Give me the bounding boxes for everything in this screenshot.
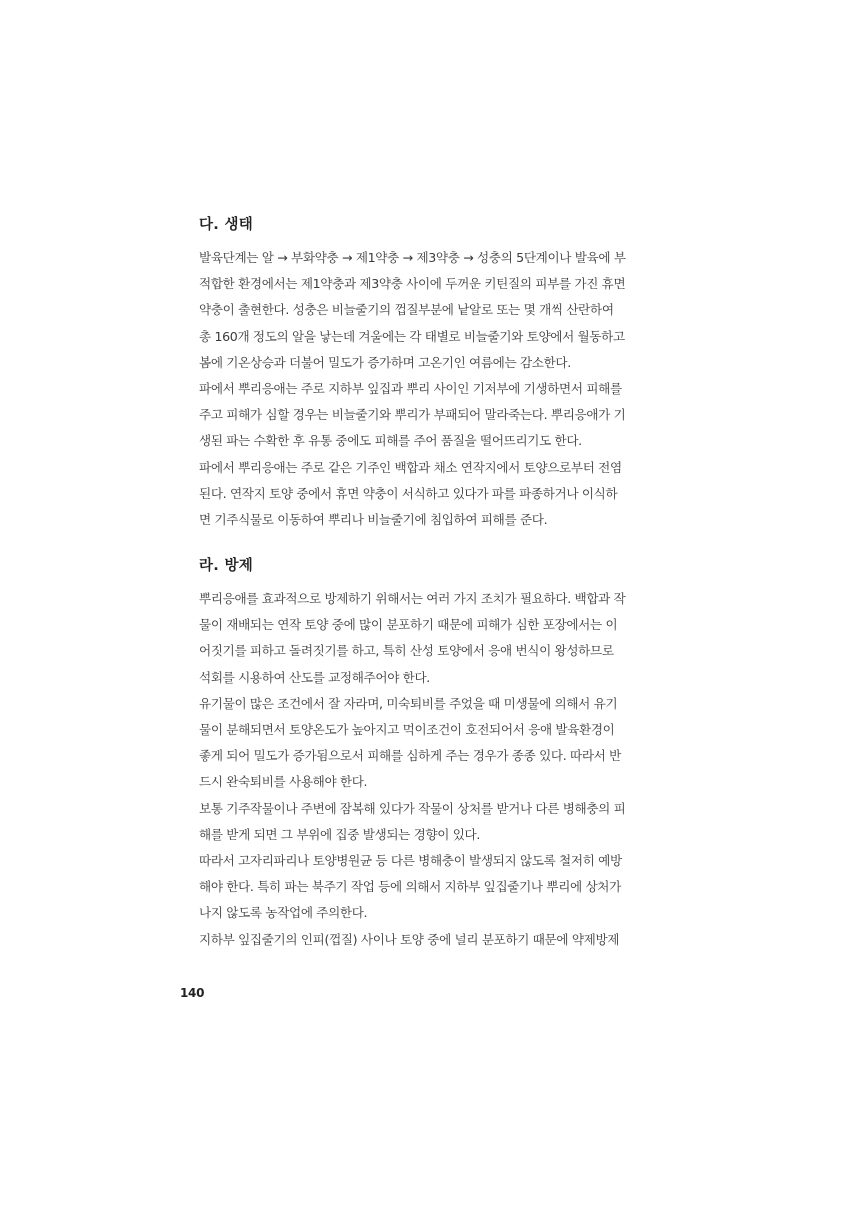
text-line: 유기물이 많은 조건에서 잘 자라며, 미숙퇴비를 주었을 때 미생물에 의해서 유기 [199,695,618,711]
text-line: 파에서 뿌리응애는 주로 같은 기주인 백합과 채소 연작지에서 토양으로부터 전염 [199,459,622,475]
text-line: 보통 기주작물이나 주변에 잠복해 있다가 작물이 상처를 받거나 다른 병해충의 피 [199,800,626,816]
ecology-paragraph-1 [199,245,665,376]
text-line: 따라서 고자리파리나 토양병원균 등 다른 병해충이 발생되지 않도록 철저히 예방 [199,852,622,868]
section-ecology-body [199,245,665,533]
text-line: 물이 재배되는 연작 토양 중에 많이 분포하기 때문에 피해가 심한 포장에서는 이 [199,617,618,633]
text-line: 드시 완숙퇴비를 사용해야 한다. [199,774,368,790]
text-line: 주고 피해가 심할 경우는 비늘줄기와 뿌리가 부패되어 말라죽는다. 뿌리응애가 기 [199,407,626,423]
text-line: 어짓기를 피하고 돌려짓기를 하고, 특히 산성 토양에서 응애 번식이 왕성하므로 [199,643,614,659]
text-line: 봄에 기온상승과 더불어 밀도가 증가하며 고온기인 여름에는 감소한다. [199,354,571,370]
text-line: 나지 않도록 농작업에 주의한다. [199,905,368,921]
section-title-control: 라. 방제 [199,558,254,575]
section-title-ecology: 다. 생태 [199,217,254,233]
control-paragraph-4 [199,848,665,927]
text-line: 좋게 되어 밀도가 증가됨으로서 피해를 심하게 주는 경우가 종종 있다. 따라서 반 [199,748,621,764]
control-paragraph-2 [199,691,665,796]
text-line: 적합한 환경에서는 제1약충과 제3약충 사이에 두꺼운 키틴질의 피부를 가진 휴면 [199,276,626,292]
control-paragraph-5 [199,927,665,953]
text-line: 생된 파는 수확한 후 유통 중에도 피해를 주어 품질을 떨어뜨리기도 한다. [199,433,582,449]
ecology-paragraph-3 [199,455,665,534]
text-line: 면 기주식물로 이동하여 뿌리나 비늘줄기에 침입하여 피해를 준다. [199,511,548,527]
page-body [199,212,665,953]
control-paragraph-3 [199,796,665,848]
control-paragraph-1 [199,586,665,691]
text-line: 뿌리응애를 효과적으로 방제하기 위해서는 여러 가지 조치가 필요하다. 백합과 작 [199,591,626,607]
text-line: 파에서 뿌리응애는 주로 지하부 잎집과 뿌리 사이인 기저부에 기생하면서 피해를 [199,380,622,396]
ecology-paragraph-2 [199,376,665,455]
text-line: 해를 받게 되면 그 부위에 집중 발생되는 경향이 있다. [199,826,481,842]
text-line: 해야 한다. 특히 파는 북주기 작업 등에 의해서 지하부 잎집줄기나 뿌리에 상처가 [199,879,621,895]
page-number: 140 [180,986,205,1000]
text-line: 총 160개 정도의 알을 낳는데 겨울에는 각 태별로 비늘줄기와 토양에서 월동하고 [199,328,625,344]
text-line: 된다. 연작지 토양 중에서 휴면 약충이 서식하고 있다가 파를 파종하거나 이식하 [199,485,618,501]
text-line: 석회를 시용하여 산도를 교정해주어야 한다. [199,669,430,685]
text-line: 발육단계는 알 → 부화약충 → 제1약충 → 제3약충 → 성충의 5단계이나 발육에 부 [199,250,626,265]
text-line: 물이 분해되면서 토양온도가 높아지고 먹이조건이 호전되어서 응애 발육환경이 [199,722,615,737]
text-line: 약충이 출현한다. 성충은 비늘줄기의 껍질부분에 낱알로 또는 몇 개씩 산란하여 [199,302,614,318]
text-line: 지하부 잎집줄기의 인피(껍질) 사이나 토양 중에 널리 분포하기 때문에 약제방제 [199,931,620,947]
section-control-body [199,586,665,953]
